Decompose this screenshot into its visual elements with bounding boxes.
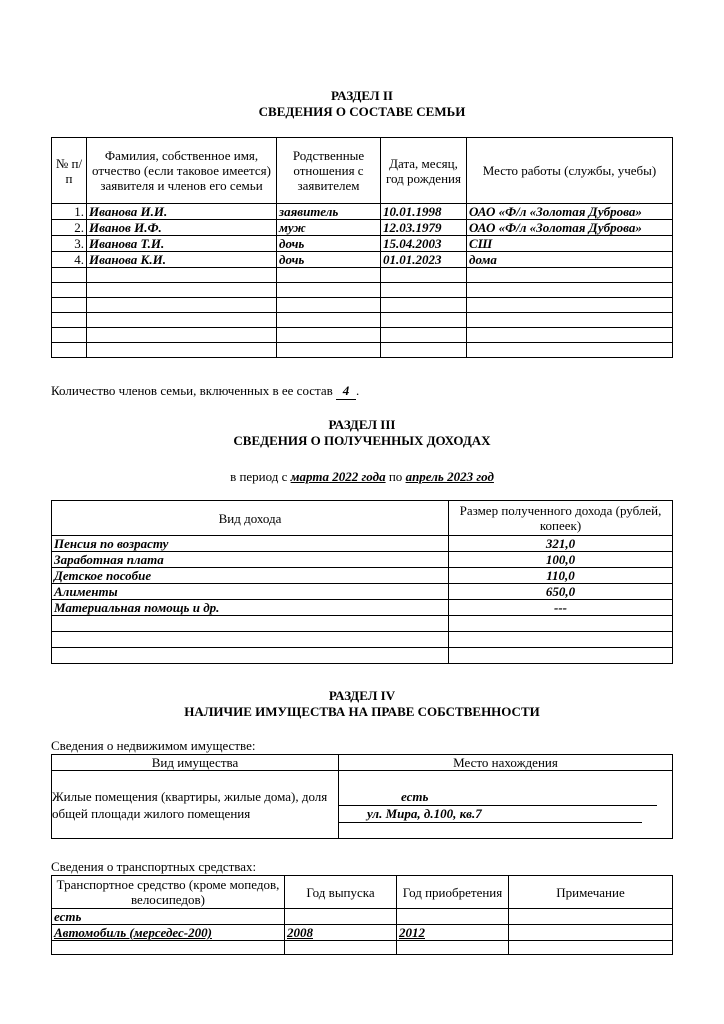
member-name: Иванова И.И.: [87, 204, 277, 220]
income-type: Алименты: [52, 584, 449, 600]
realty-label: Сведения о недвижимом имуществе:: [51, 738, 256, 753]
header-birthdate: Дата, месяц, год рождения: [381, 138, 467, 204]
member-work: СШ: [467, 236, 673, 252]
header-work: Место работы (службы, учебы): [467, 138, 673, 204]
income-amount: 100,0: [449, 552, 673, 568]
family-table: [51, 137, 673, 358]
section3-subtitle: СВЕДЕНИЯ О ПОЛУЧЕННЫХ ДОХОДАХ: [233, 433, 491, 448]
header-relation: Родственные отношения с заявителем: [277, 138, 381, 204]
period-from: марта 2022 года: [290, 469, 386, 484]
property-type: Жилые помещения (квартиры, жилые дома), доля общей площади жилого помещения: [52, 771, 339, 839]
empty-row: [52, 328, 673, 343]
row-num: 4.: [52, 252, 87, 268]
table-row: [52, 204, 673, 220]
vehicle-acquired: [397, 909, 509, 925]
header-year-made: Год выпуска: [285, 876, 397, 909]
income-type: Заработная плата: [52, 552, 449, 568]
table-row: [52, 252, 673, 268]
row-num: 3.: [52, 236, 87, 252]
table-row: [52, 584, 673, 600]
header-year-acquired: Год приобретения: [397, 876, 509, 909]
empty-row: [52, 941, 673, 955]
member-work: ОАО «Ф/л «Золотая Дуброва»: [467, 220, 673, 236]
section4-subtitle: НАЛИЧИЕ ИМУЩЕСТВА НА ПРАВЕ СОБСТВЕННОСТИ: [184, 704, 540, 719]
member-relation: дочь: [277, 236, 381, 252]
income-amount: 321,0: [449, 536, 673, 552]
section2-title: РАЗДЕЛ II: [331, 88, 393, 103]
income-amount: ---: [449, 600, 673, 616]
table-row: [52, 220, 673, 236]
vehicle-name: есть: [52, 909, 285, 925]
table-row: [52, 552, 673, 568]
row-num: 2.: [52, 220, 87, 236]
vehicle-year: [285, 909, 397, 925]
header-income-amount: Размер полученного дохода (рублей, копеек): [449, 501, 673, 536]
member-work: дома: [467, 252, 673, 268]
income-period: [0, 469, 724, 485]
header-note: Примечание: [509, 876, 673, 909]
period-prefix: в период с: [230, 469, 288, 484]
empty-row: [52, 632, 673, 648]
period-to: апрель 2023 год: [405, 469, 494, 484]
table-row: [52, 568, 673, 584]
transport-label: Сведения о транспортных средствах:: [51, 859, 257, 874]
header-num: № п/п: [52, 138, 87, 204]
table-row: [52, 925, 673, 941]
transport-table: [51, 875, 673, 955]
income-type: Пенсия по возрасту: [52, 536, 449, 552]
member-relation: муж: [277, 220, 381, 236]
header-income-type: Вид дохода: [52, 501, 449, 536]
member-count-label: Количество членов семьи, включенных в ее состав: [51, 383, 333, 398]
member-count-period: .: [356, 383, 360, 398]
section2-subtitle: СВЕДЕНИЯ О СОСТАВЕ СЕМЬИ: [258, 104, 466, 119]
member-relation: дочь: [277, 252, 381, 268]
member-birthdate: 12.03.1979: [381, 220, 467, 236]
period-mid: по: [388, 469, 403, 484]
property-address: ул. Мира, д.100, кв.7: [339, 806, 642, 823]
empty-row: [52, 268, 673, 283]
member-birthdate: 10.01.1998: [381, 204, 467, 220]
empty-row: [52, 343, 673, 358]
empty-row: [52, 298, 673, 313]
income-type: Детское пособие: [52, 568, 449, 584]
empty-row: [52, 283, 673, 298]
income-table: [51, 500, 673, 664]
member-name: Иванов И.Ф.: [87, 220, 277, 236]
member-relation: заявитель: [277, 204, 381, 220]
income-amount: 650,0: [449, 584, 673, 600]
property-presence: есть: [339, 789, 657, 806]
vehicle-name: Автомобиль (мерседес-200): [52, 925, 285, 941]
table-row: [52, 600, 673, 616]
vehicle-year: 2008: [285, 925, 397, 941]
realty-table: [51, 754, 673, 839]
header-location: Место нахождения: [339, 755, 673, 771]
member-count-value: 4: [336, 383, 356, 400]
header-property-type: Вид имущества: [52, 755, 339, 771]
section4-title: РАЗДЕЛ IV: [328, 688, 396, 703]
empty-row: [52, 313, 673, 328]
header-name: Фамилия, собственное имя, отчество (если таковое имеется) заявителя и членов его семьи: [87, 138, 277, 204]
income-amount: 110,0: [449, 568, 673, 584]
vehicle-acquired: 2012: [397, 925, 509, 941]
member-name: Иванова К.И.: [87, 252, 277, 268]
member-name: Иванова Т.И.: [87, 236, 277, 252]
section3-title: РАЗДЕЛ III: [328, 417, 396, 432]
income-type: Материальная помощь и др.: [52, 600, 449, 616]
member-birthdate: 01.01.2023: [381, 252, 467, 268]
table-row: [52, 236, 673, 252]
header-vehicle: Транспортное средство (кроме мопедов, велосипедов): [52, 876, 285, 909]
empty-row: [52, 648, 673, 664]
table-row: [52, 536, 673, 552]
empty-row: [52, 616, 673, 632]
member-work: ОАО «Ф/л «Золотая Дуброва»: [467, 204, 673, 220]
member-birthdate: 15.04.2003: [381, 236, 467, 252]
table-row: [52, 909, 673, 925]
member-count-line: [51, 383, 359, 400]
row-num: 1.: [52, 204, 87, 220]
